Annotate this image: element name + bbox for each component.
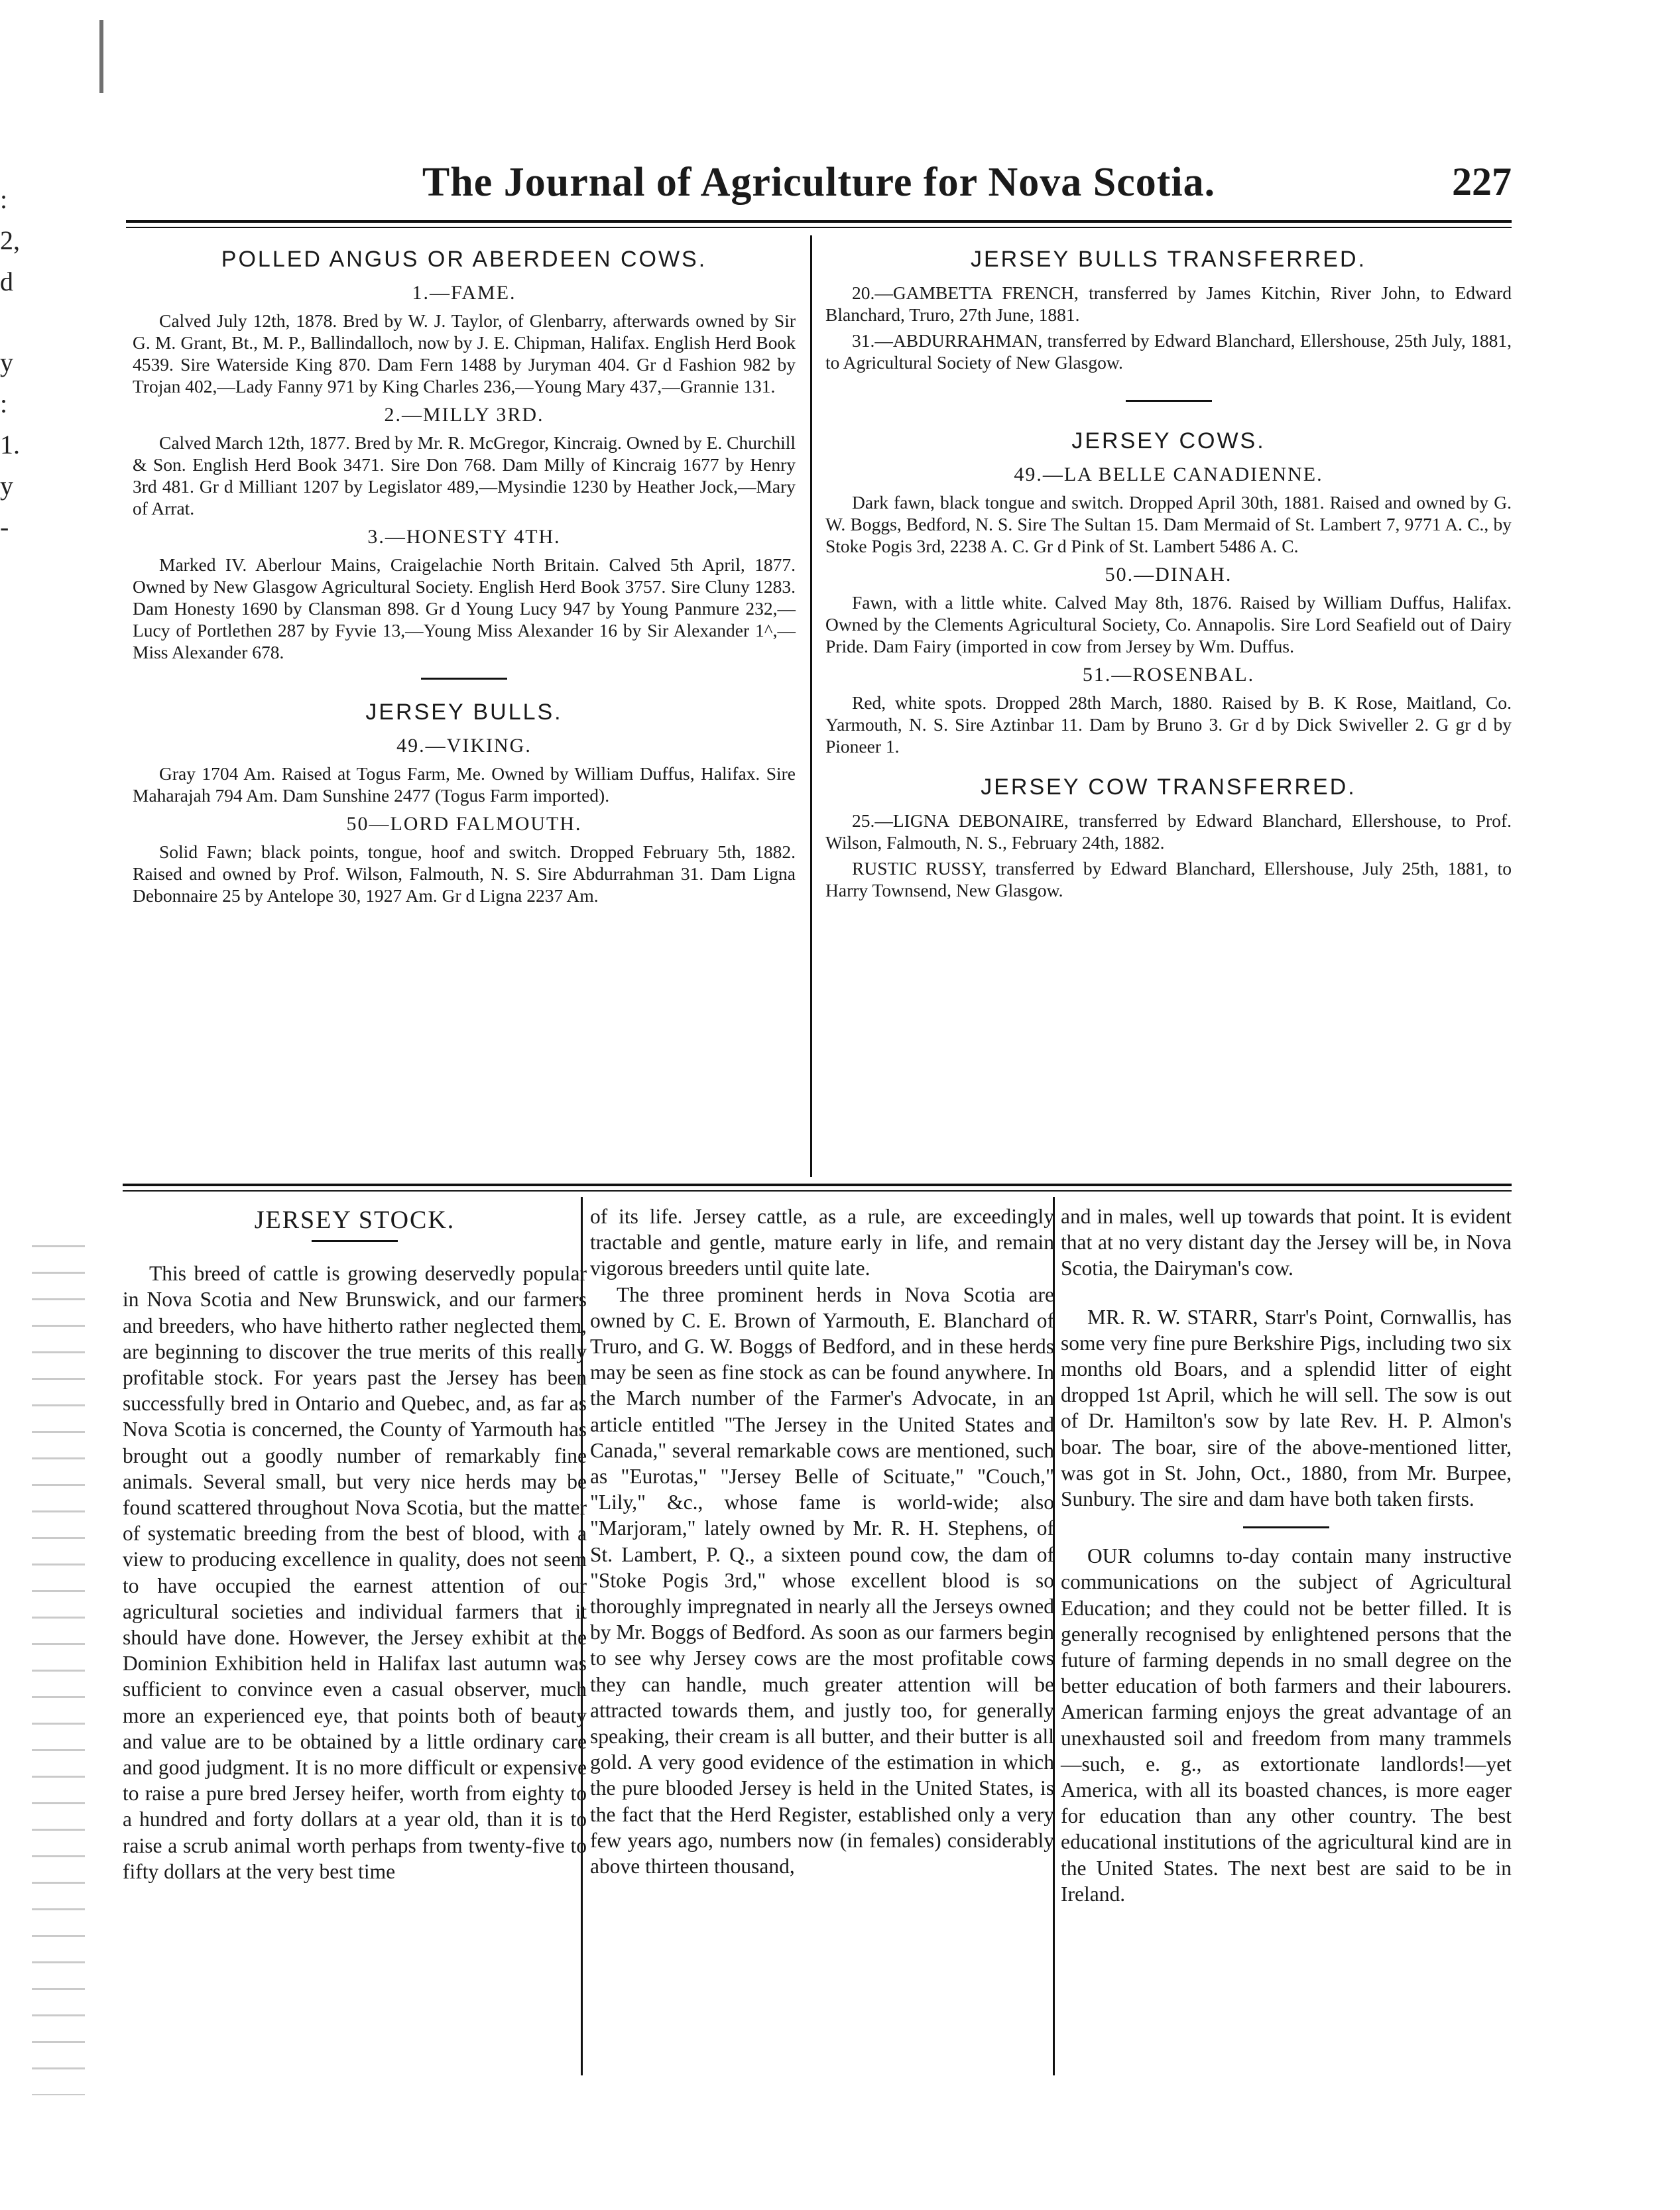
scan-mark bbox=[99, 20, 103, 93]
article-paragraph: of its life. Jersey cattle, as a rule, are exceedingly tractable and gentle, mature early in life, and remain vigorous breeders until quite late. bbox=[590, 1205, 1054, 1280]
section-rule bbox=[123, 1184, 1512, 1192]
section-heading-jersey-bulls: JERSEY BULLS. bbox=[365, 700, 563, 725]
margin-mark: y bbox=[0, 471, 13, 501]
entry-title: 50.—DINAH. bbox=[1105, 564, 1232, 585]
transfer-entry: RUSTIC RUSSY, transferred by Edward Blanchard, Ellershouse, July 25th, 1881, to Harry Townsend, New Glasgow. bbox=[825, 858, 1512, 900]
section-heading-jersey-cows: JERSEY COWS. bbox=[1071, 428, 1266, 454]
entry-text: Marked IV. Aberlour Mains, Craigelachie North Britain. Calved 5th April, 1877. Owned by New Glasgow Agricultural Society. English Herd Book 3757. Sire Cluny 1283. Dam Honesty 1690 by Clansman 898. Gr d Young Lucy 947 by Young Panmure 232,—Lucy of Portlethen 287 by Fyvie 13,—Young Miss Alexander 16 by Sir Alexander 1^,—Miss Alexander 678. bbox=[133, 554, 796, 662]
entry-text: Dark fawn, black tongue and switch. Dropped April 30th, 1881. Raised and owned by G. W. Boggs, Bedford, N. S. Sire The Sultan 15. Dam Mermaid of St. Lambert 7, 9771 A. C., by Stoke Pogis 3rd, 2238 A. C. Gr d Pink of St. Lambert 5486 A. C. bbox=[825, 492, 1512, 556]
section-divider bbox=[1126, 400, 1212, 402]
section-heading-bulls-transferred: JERSEY BULLS TRANSFERRED. bbox=[970, 247, 1367, 272]
entry-title: 3.—HONESTY 4TH. bbox=[367, 526, 561, 548]
article-paragraph: and in males, well up towards that point. It is evident that at no very distant day the Jersey will be, in Nova Scotia, the Dairyman's cow. bbox=[1061, 1205, 1512, 1280]
entry-title: 2.—MILLY 3RD. bbox=[384, 404, 544, 426]
entry-text: Red, white spots. Dropped 28th March, 1880. Raised by B. K Rose, Maitland, Co. Yarmouth, N. S. Sire Aztinbar 11. Dam by Bruno 3. Gr d by Dick Swiveller 2. G gr d by Pioneer 1. bbox=[825, 692, 1512, 757]
journal-title: The Journal of Agriculture for Nova Scotia. bbox=[422, 160, 1216, 205]
article-paragraph: The three prominent herds in Nova Scotia are owned by C. E. Brown of Yarmouth, E. Blanchard of Truro, and G. W. Boggs of Bedford, and in these herds may be seen as fine stock as can be found anywhere. In the March number of the Farmer's Advocate, in an article entitled "The Jersey in the United States and Canada," several remarkable cows are mentioned, such as "Eurotas," "Jersey Belle of Scituate," "Couch," "Lily," &c., whose fame is world-wide; also "Marjoram," lately owned by Mr. R. H. Stephens, of St. Lambert, P. Q., a sixteen pound cow, the dam of "Stoke Pogis 3rd," whose excellent blood is so thoroughly impregnated in nearly all the Jerseys owned by Mr. Boggs of Bedford. As soon as our farmers begin to see why Jersey cows are the most profitable cows they can handle, much greater attention will be attracted towards them, and justly too, for generally speaking, their cream is all butter, and their butter is all gold. A very good evidence of the estimation in which the pure blooded Jersey is held in the United States, is the fact that the Herd Register, established only a very few years ago, numbers now (in females) considerably above thirteen thousand, bbox=[590, 1282, 1054, 1878]
transfer-entry: 20.—GAMBETTA FRENCH, transferred by James Kitchin, River John, to Edward Blanchard, Truro, 27th June, 1881. bbox=[825, 282, 1512, 325]
binding-edge-noise bbox=[32, 1233, 85, 2095]
transfer-entry: 25.—LIGNA DEBONAIRE, transferred by Edward Blanchard, Ellershouse, to Prof. Wilson, Falmouth, N. S., February 24th, 1882. bbox=[825, 810, 1512, 853]
entry-title: 1.—FAME. bbox=[412, 282, 516, 304]
margin-mark: d bbox=[0, 267, 13, 296]
entry-title: 51.—ROSENBAL. bbox=[1082, 664, 1255, 686]
margin-mark: y bbox=[0, 347, 13, 377]
paragraph-gap bbox=[1061, 1282, 1512, 1304]
page-number: 227 bbox=[1452, 160, 1512, 204]
entry-text: Calved July 12th, 1878. Bred by W. J. Taylor, of Glenbarry, afterwards owned by Sir G. M. Grant, Bt., M. P., Ballindalloch, now by J. E. Chipman, Halifax. English Herd Book 4539. Sire Waterside King 870. Dam Fern 1488 by Juryman 404. Gr d Fashion 982 by Trojan 402,—Lady Fanny 971 by King Charles 236,—Young Mary 437,—Grannie 131. bbox=[133, 310, 796, 397]
section-heading-cow-transferred: JERSEY COW TRANSFERRED. bbox=[981, 774, 1356, 800]
section-divider bbox=[421, 678, 507, 680]
entry-text: Gray 1704 Am. Raised at Togus Farm, Me. Owned by William Duffus, Halifax. Sire Maharajah 794 Am. Dam Sunshine 2477 (Togus Farm imported). bbox=[133, 763, 796, 806]
entry-text: Fawn, with a little white. Calved May 8th, 1876. Raised by William Duffus, Halifax. Owned by the Clements Agricultural Society, Co. Annapolis. Sire Lord Seafield out of Dairy Pride. Dam Fairy (imported in cow from Jersey by Wm. Duffus. bbox=[825, 592, 1512, 656]
right-column-top bbox=[825, 239, 1512, 905]
margin-mark: 1. bbox=[0, 430, 20, 460]
column-divider bbox=[810, 235, 812, 1177]
margin-marks bbox=[0, 179, 23, 548]
notice-divider bbox=[1243, 1526, 1329, 1528]
notice-paragraph-starr: MR. R. W. STARR, Starr's Point, Cornwallis, has some very fine pure Berkshire Pigs, including two six months old Boars, and a splendid litter of eight dropped 1st April, which he will sell. The sow is out of Dr. Hamilton's sow by late Rev. H. P. Almon's boar. The boar, sire of the above-mentioned litter, was got in St. John, Oct., 1880, from Mr. Burpee, Sunbury. The sire and dam have both taken firsts. bbox=[1061, 1305, 1512, 1511]
article-column-1 bbox=[123, 1203, 587, 1884]
article-column-3 bbox=[1061, 1203, 1512, 1907]
transfer-entry: 31.—ABDURRAHMAN, transferred by Edward Blanchard, Ellershouse, 25th July, 1881, to Agricultural Society of New Glasgow. bbox=[825, 330, 1512, 373]
entry-title: 49.—VIKING. bbox=[396, 735, 532, 757]
heading-rule bbox=[312, 1240, 398, 1242]
article-paragraph: This breed of cattle is growing deservedly popular in Nova Scotia and New Brunswick, and our farmers and breeders, who have hitherto rather neglected them, are beginning to discover the true merits of this really profitable stock. For years past the Jersey has been successfully bred in Ontario and Quebec, and, as far as Nova Scotia is concerned, the County of Yarmouth has brought out a goodly number of remarkably fine animals. Several small, but very nice herds may be found scattered throughout Nova Scotia, but the matter of systematic breeding from the best of blood, with a view to producing excellence in quality, does not seem to have occupied the earnest attention of our agricultural societies and individual farmers that it should have done. However, the Jersey exhibit at the Dominion Exhibition held in Halifax last autumn was sufficient to convince even a casual observer, much more an experienced eye, that points both of beauty and value are to be obtained by a little ordinary care and good judgment. It is no more difficult or expensive to raise a pure bred Jersey heifer, worth from eighty to a hundred and forty dollars at a year old, than it is to raise a scrub animal worth perhaps from twenty-five to fifty dollars at the very best time bbox=[123, 1262, 587, 1883]
page-header bbox=[126, 159, 1512, 219]
margin-mark: 2, bbox=[0, 225, 20, 255]
margin-mark: - bbox=[0, 512, 9, 542]
article-heading-jersey-stock: JERSEY STOCK. bbox=[254, 1206, 455, 1234]
entry-title: 50—LORD FALMOUTH. bbox=[346, 813, 582, 835]
margin-mark: : bbox=[0, 389, 8, 418]
margin-mark: : bbox=[0, 184, 8, 214]
left-column-top bbox=[133, 239, 796, 910]
editorial-paragraph: OUR columns to-day contain many instructive communications on the subject of Agricultural Education; and they could not be better filled. It is generally recognised by enlightened persons that the future of farming depends in no small degree on the better education of both farmers and their labourers. American farming enjoys the great advantage of an unexhausted soil and freedom from many trammels—such, e. g., as extortionate landlords!—yet America, with all its boasted chances, is more eager for education than any other country. The best educational institutions of the agricultural kind are in the United States. The next best are said to be in Ireland. bbox=[1061, 1544, 1512, 1906]
entry-title: 49.—LA BELLE CANADIENNE. bbox=[1014, 463, 1323, 485]
header-rule bbox=[126, 220, 1512, 228]
entry-text: Solid Fawn; black points, tongue, hoof and switch. Dropped February 5th, 1882. Raised and owned by Prof. Wilson, Falmouth, N. S. Sire Abdurrahman 31. Dam Ligna Debonnaire 25 by Antelope 30, 1927 Am. Gr d Ligna 2237 Am. bbox=[133, 841, 796, 906]
section-heading-polled-angus: POLLED ANGUS OR ABERDEEN COWS. bbox=[221, 247, 707, 272]
article-column-2 bbox=[590, 1203, 1054, 1879]
entry-text: Calved March 12th, 1877. Bred by Mr. R. McGregor, Kincraig. Owned by E. Churchill & Son. English Herd Book 3471. Sire Don 768. Dam Milly of Kincraig 1677 by Henry 3rd 481. Gr d Milliant 1207 by Legislator 489,—Mysindie 1230 by Heather Jock,—Mary of Arrat. bbox=[133, 432, 796, 519]
